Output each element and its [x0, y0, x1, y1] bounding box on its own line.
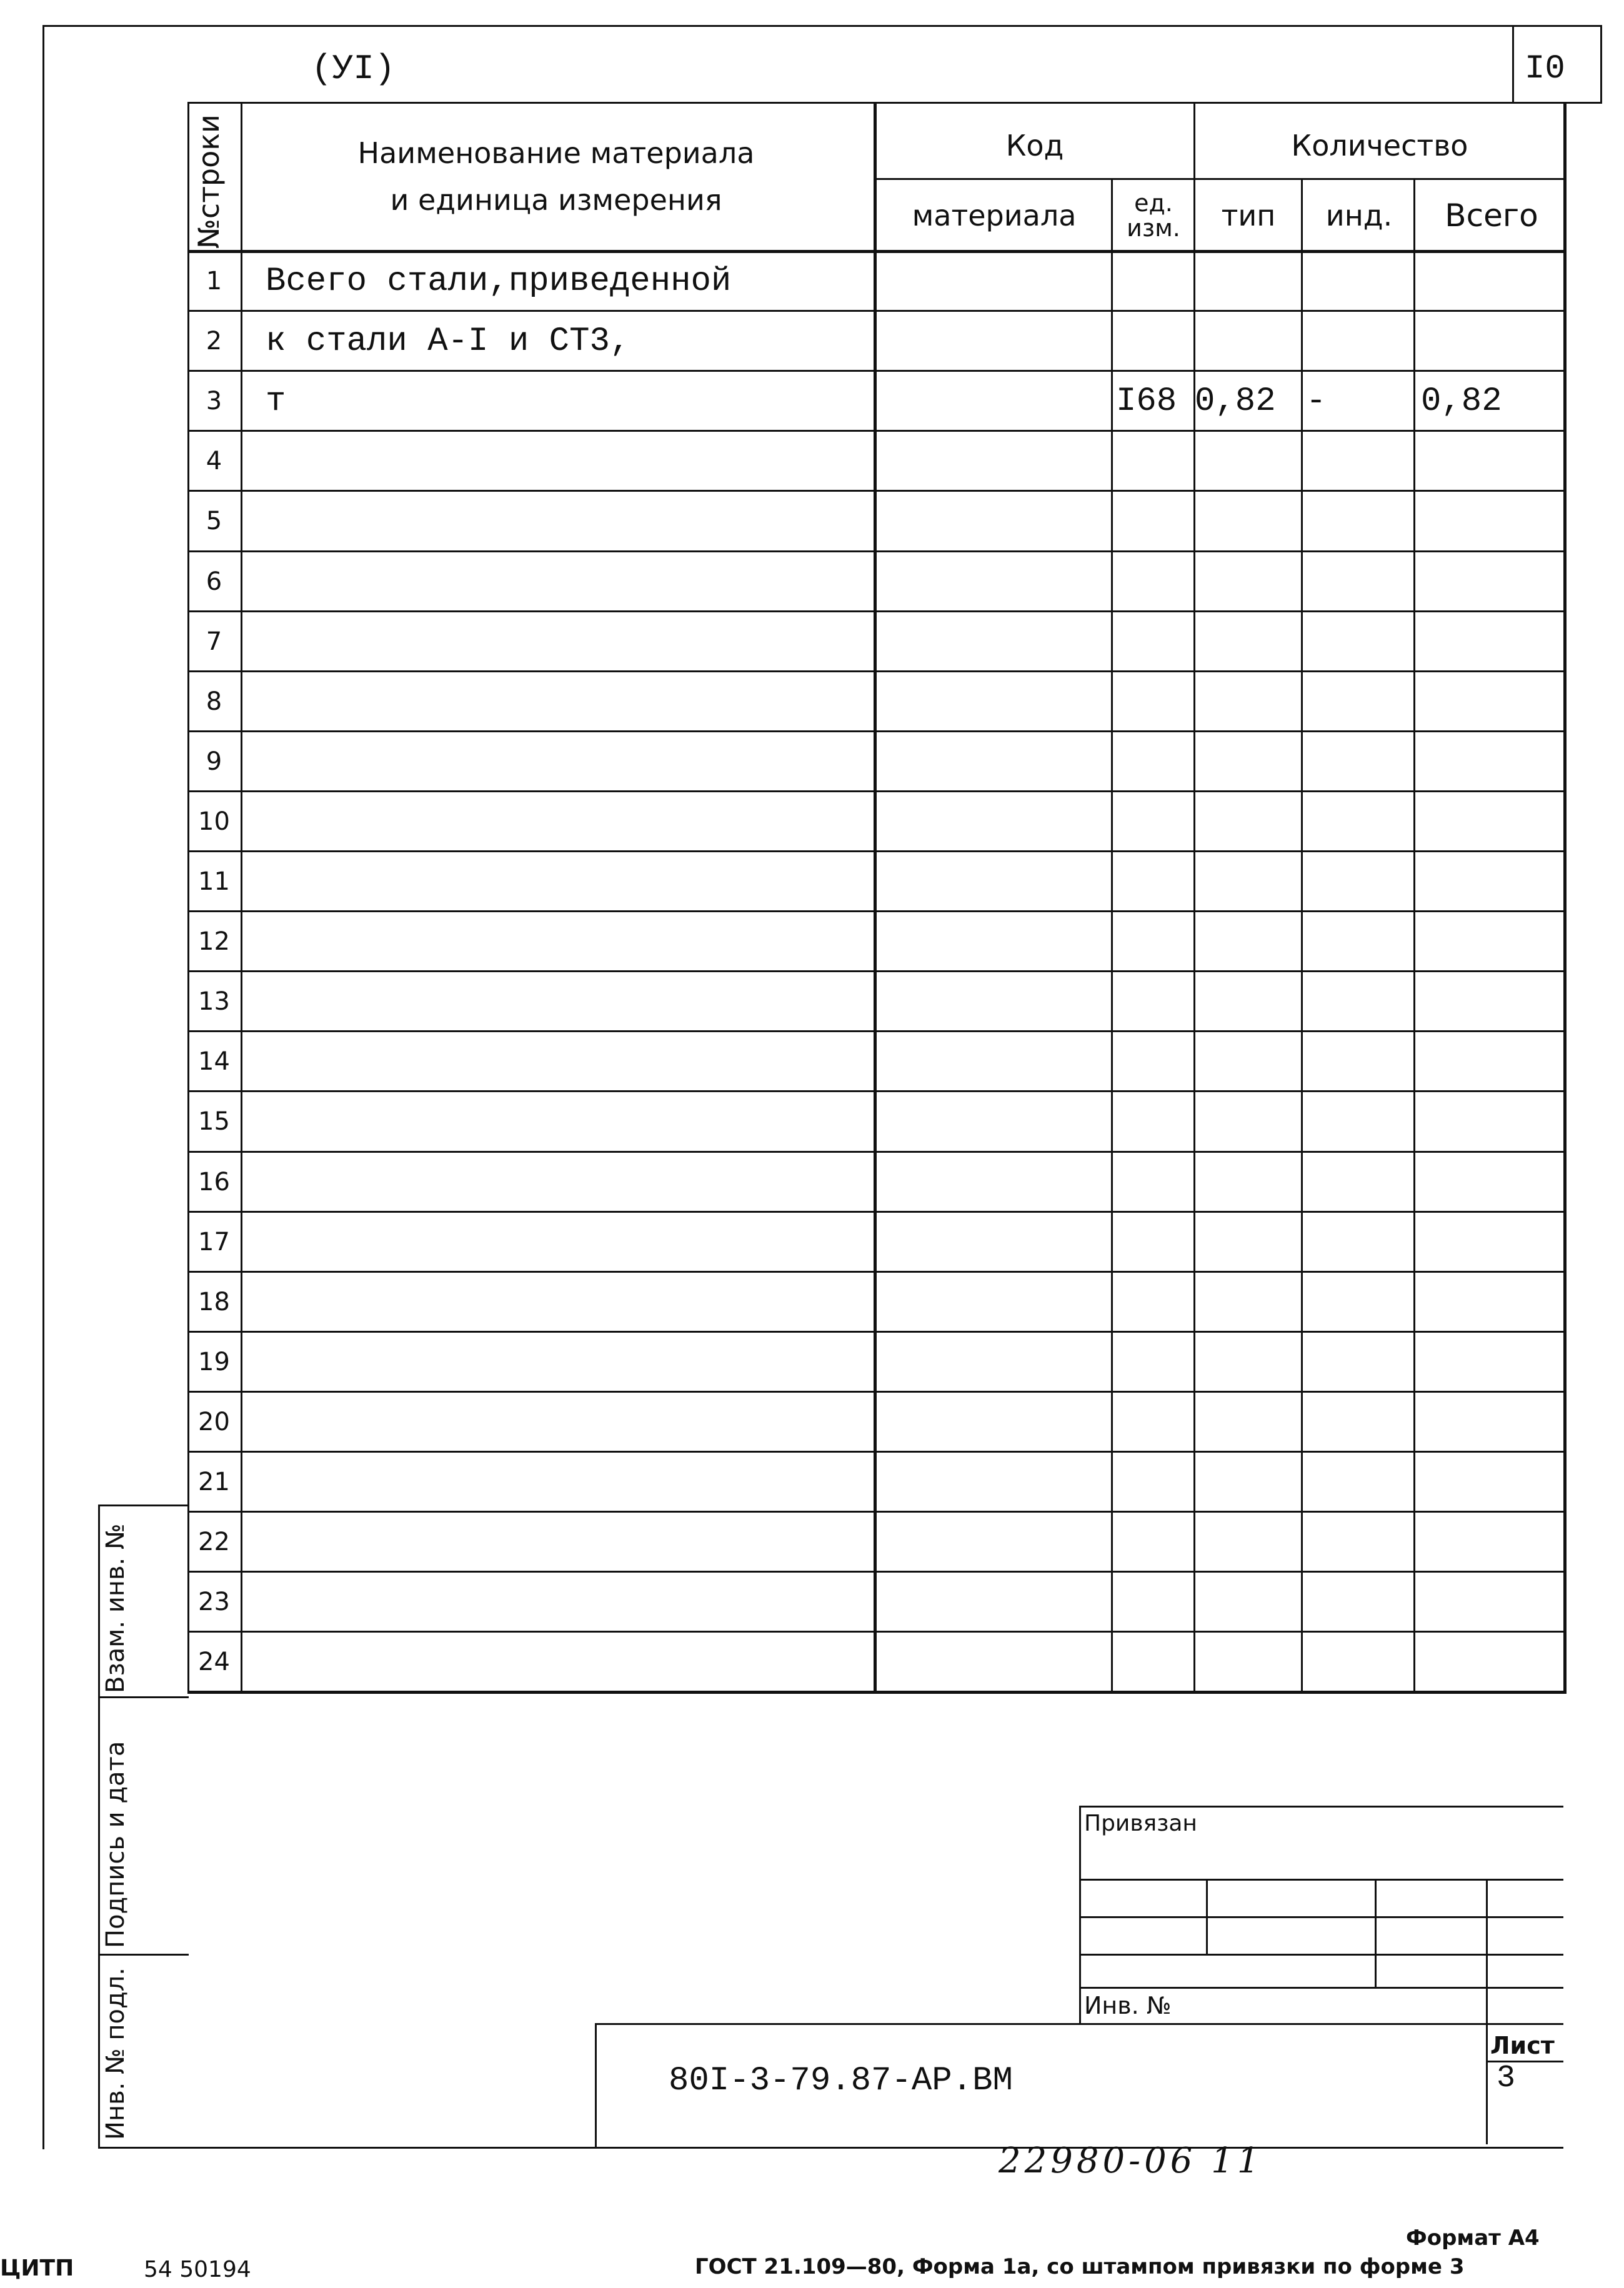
qty-total: [1421, 913, 1563, 970]
qty-total: [1421, 312, 1563, 370]
row-number: 21: [198, 1468, 230, 1497]
material-name: Всего стали,приведенной: [266, 262, 732, 301]
header-row-no: №строки: [192, 114, 226, 249]
qty-ind: [1306, 252, 1413, 310]
row-number: 15: [198, 1107, 230, 1137]
row-line: [187, 550, 1563, 552]
row-line: [187, 910, 1563, 912]
qty-ind: [1306, 1093, 1413, 1150]
qty-type: 0,82: [1195, 382, 1276, 420]
qty-total: [1421, 853, 1563, 910]
row-number: 24: [198, 1648, 230, 1677]
material-code: [880, 492, 1111, 550]
qty-total: [1421, 1333, 1563, 1391]
side-signature-date: Подпись и дата: [101, 1741, 130, 1948]
material-code: [880, 1273, 1111, 1331]
row-number: 10: [198, 807, 230, 836]
material-name: [266, 1453, 874, 1511]
qty-total: [1421, 553, 1563, 610]
unit-code: [1116, 1453, 1193, 1511]
qty-ind: [1306, 432, 1413, 490]
row-line: [187, 1090, 1563, 1092]
row-number: 6: [206, 567, 222, 596]
row-number: 7: [206, 627, 222, 656]
qty-total: [1421, 1153, 1563, 1211]
material-code: [880, 613, 1111, 670]
material-code: [880, 733, 1111, 790]
stamp-left: [1079, 1806, 1081, 2024]
qty-total: [1421, 432, 1563, 490]
stamp-inv-label: Инв. №: [1084, 1992, 1172, 2019]
qty-type: [1195, 432, 1301, 490]
row-line: [187, 850, 1563, 852]
page-number: I0: [1525, 50, 1565, 88]
material-code: [880, 973, 1111, 1030]
material-code: [880, 1453, 1111, 1511]
qty-total: [1421, 1273, 1563, 1331]
material-name: [266, 613, 874, 670]
row-line: [187, 1511, 1563, 1513]
material-name: [266, 1153, 874, 1211]
header-code-group: Код: [1005, 128, 1064, 162]
qty-ind: [1306, 613, 1413, 670]
row-number: 18: [198, 1287, 230, 1316]
material-name: [266, 853, 874, 910]
qty-type: [1195, 1573, 1301, 1631]
unit-code: [1116, 853, 1193, 910]
qty-total: [1421, 252, 1563, 310]
unit-code: [1116, 1153, 1193, 1211]
unit-code: [1116, 432, 1193, 490]
header-qty-total: Всего: [1445, 197, 1538, 234]
footer-format: Формат А4: [1406, 2226, 1540, 2251]
row-line: [187, 430, 1563, 432]
qty-type: [1195, 853, 1301, 910]
unit-code: [1116, 1393, 1193, 1451]
row-number: 13: [198, 987, 230, 1017]
frame-top-line: [42, 25, 1602, 27]
footer-org: ЦИТП: [0, 2256, 74, 2281]
material-code: [880, 1633, 1111, 1691]
material-name: [266, 492, 874, 550]
header-name-line2: и единица измерения: [390, 183, 722, 217]
unit-code: [1116, 1333, 1193, 1391]
qty-ind: [1306, 1273, 1413, 1331]
unit-code: [1116, 1273, 1193, 1331]
row-line: [187, 1030, 1563, 1032]
stamp-col3: [1486, 1879, 1488, 2144]
unit-code: I68: [1116, 382, 1177, 420]
material-name: к стали А-I и СТ3,: [266, 322, 630, 361]
col-line-ind: [1301, 178, 1303, 1691]
unit-code: [1116, 1633, 1193, 1691]
doc-code: 80I-3-79.87-АР.ВМ: [669, 2062, 1013, 2100]
qty-type: [1195, 1213, 1301, 1271]
header-code-unit: ед. изм.: [1127, 189, 1180, 242]
qty-ind: [1306, 1333, 1413, 1391]
qty-total: [1421, 1633, 1563, 1691]
footer-gost: ГОСТ 21.109—80, Форма 1а, со штампом привязки по форме 3: [695, 2254, 1465, 2279]
qty-ind: [1306, 1153, 1413, 1211]
row-line: [187, 1391, 1563, 1393]
title-block-left: [595, 2023, 597, 2148]
material-name: т: [266, 382, 286, 420]
qty-ind: [1306, 793, 1413, 850]
qty-ind: [1306, 733, 1413, 790]
section-label: (УI): [311, 49, 396, 89]
table-top-border: [187, 102, 1567, 104]
qty-ind: [1306, 1393, 1413, 1451]
side-strip-sep1: [98, 1696, 189, 1698]
material-name: [266, 733, 874, 790]
row-line: [187, 1331, 1563, 1333]
qty-ind: [1306, 853, 1413, 910]
material-code: [880, 372, 1111, 430]
row-number: 8: [206, 687, 222, 716]
row-line: [187, 490, 1563, 492]
material-name: [266, 673, 874, 730]
unit-code: [1116, 312, 1193, 370]
material-name: [266, 913, 874, 970]
material-code: [880, 432, 1111, 490]
row-line: [187, 310, 1563, 312]
qty-total: [1421, 1453, 1563, 1511]
header-mid-line: [874, 178, 1563, 180]
qty-ind: [1306, 553, 1413, 610]
qty-type: [1195, 1093, 1301, 1150]
unit-code: [1116, 673, 1193, 730]
table-bottom-border: [187, 1691, 1567, 1694]
qty-ind: [1306, 973, 1413, 1030]
side-strip-top: [98, 1505, 189, 1506]
material-code: [880, 1093, 1111, 1150]
page-box-left: [1512, 25, 1514, 103]
qty-total: [1421, 492, 1563, 550]
qty-type: [1195, 1393, 1301, 1451]
qty-total: [1421, 1033, 1563, 1090]
qty-ind: [1306, 312, 1413, 370]
unit-code: [1116, 913, 1193, 970]
unit-code: [1116, 1093, 1193, 1150]
row-line: [187, 730, 1563, 732]
row-number: 22: [198, 1528, 230, 1557]
row-line: [187, 1151, 1563, 1153]
qty-type: [1195, 1333, 1301, 1391]
row-number: 5: [206, 507, 222, 536]
qty-ind: [1306, 1453, 1413, 1511]
side-strip-left: [98, 1505, 100, 2148]
row-number: 12: [198, 927, 230, 957]
qty-type: [1195, 973, 1301, 1030]
side-strip-bottom: [98, 2147, 189, 2149]
material-name: [266, 432, 874, 490]
material-name: [266, 1573, 874, 1631]
qty-type: [1195, 793, 1301, 850]
qty-ind: [1306, 673, 1413, 730]
frame-bottom-line: [187, 2147, 1563, 2149]
material-code: [880, 1333, 1111, 1391]
material-code: [880, 1153, 1111, 1211]
header-qty-type: тип: [1221, 199, 1276, 232]
stamp-line2: [1079, 1916, 1563, 1918]
footer-order: 54 50194: [144, 2257, 251, 2282]
row-number: 20: [198, 1407, 230, 1436]
material-code: [880, 673, 1111, 730]
handwritten-number: 22980-06 11: [999, 2141, 1263, 2181]
material-code: [880, 1513, 1111, 1571]
qty-total: [1421, 793, 1563, 850]
sheet-number: 3: [1497, 2061, 1516, 2096]
header-code-material: материала: [912, 199, 1077, 232]
qty-ind: [1306, 1513, 1413, 1571]
qty-type: [1195, 1513, 1301, 1571]
material-name: [266, 1033, 874, 1090]
qty-ind: [1306, 913, 1413, 970]
stamp-bound-label: Привязан: [1084, 1811, 1197, 1836]
qty-ind: -: [1306, 382, 1327, 420]
qty-ind: [1306, 1213, 1413, 1271]
row-number: 16: [198, 1167, 230, 1196]
qty-total: [1421, 613, 1563, 670]
row-line: [187, 1631, 1563, 1633]
side-interchange-inv: Взам. инв. №: [101, 1523, 130, 1693]
unit-code: [1116, 793, 1193, 850]
row-number: 1: [206, 267, 222, 296]
qty-total: [1421, 1213, 1563, 1271]
qty-ind: [1306, 1633, 1413, 1691]
material-name: [266, 553, 874, 610]
qty-total: [1421, 1573, 1563, 1631]
row-line: [187, 1451, 1563, 1453]
header-qty-ind: инд.: [1325, 199, 1393, 232]
row-number: 2: [206, 327, 222, 356]
side-inv-original: Инв. № подл.: [101, 1967, 130, 2140]
unit-code: [1116, 1033, 1193, 1090]
qty-total: [1421, 1393, 1563, 1451]
row-number: 23: [198, 1588, 230, 1617]
qty-type: [1195, 1633, 1301, 1691]
material-name: [266, 1333, 874, 1391]
material-code: [880, 853, 1111, 910]
unit-code: [1116, 973, 1193, 1030]
qty-ind: [1306, 492, 1413, 550]
material-code: [880, 1213, 1111, 1271]
material-name: [266, 1273, 874, 1331]
qty-type: [1195, 1453, 1301, 1511]
qty-type: [1195, 1153, 1301, 1211]
stamp-top: [1079, 1806, 1563, 1808]
qty-total: [1421, 973, 1563, 1030]
row-line: [187, 790, 1563, 792]
material-code: [880, 793, 1111, 850]
col-line-total: [1413, 178, 1415, 1691]
row-line: [187, 970, 1563, 972]
stamp-col2: [1375, 1879, 1377, 1988]
row-line: [187, 1211, 1563, 1213]
material-name: [266, 973, 874, 1030]
qty-total: [1421, 1093, 1563, 1150]
qty-type: [1195, 673, 1301, 730]
material-code: [880, 1393, 1111, 1451]
unit-code: [1116, 733, 1193, 790]
row-line: [187, 370, 1563, 372]
qty-type: [1195, 252, 1301, 310]
stamp-line1: [1079, 1879, 1563, 1881]
frame-left-line: [42, 25, 44, 2149]
material-code: [880, 312, 1111, 370]
material-name: [266, 1093, 874, 1150]
side-strip-sep2: [98, 1954, 189, 1956]
row-line: [187, 610, 1563, 612]
unit-code: [1116, 1513, 1193, 1571]
qty-type: [1195, 613, 1301, 670]
qty-type: [1195, 312, 1301, 370]
material-name: [266, 793, 874, 850]
frame-right-line: [1600, 25, 1602, 103]
material-code: [880, 913, 1111, 970]
qty-ind: [1306, 1573, 1413, 1631]
unit-code: [1116, 613, 1193, 670]
qty-type: [1195, 733, 1301, 790]
row-number: 14: [198, 1047, 230, 1077]
row-line: [187, 1271, 1563, 1273]
unit-code: [1116, 553, 1193, 610]
row-number: 3: [206, 387, 222, 416]
row-line: [187, 670, 1563, 672]
row-number: 19: [198, 1347, 230, 1376]
row-line: [187, 1571, 1563, 1573]
title-block-top: [595, 2023, 1563, 2025]
qty-type: [1195, 913, 1301, 970]
table-right-border: [1563, 102, 1567, 1693]
sheet-label: Лист: [1490, 2032, 1555, 2059]
qty-total: [1421, 733, 1563, 790]
row-number: 9: [206, 747, 222, 776]
unit-code: [1116, 1573, 1193, 1631]
row-number: 4: [206, 447, 222, 476]
material-code: [880, 1033, 1111, 1090]
unit-code: [1116, 492, 1193, 550]
header-name-line1: Наименование материала: [357, 136, 755, 170]
stamp-line3: [1079, 1954, 1563, 1956]
qty-total: [1421, 1513, 1563, 1571]
qty-type: [1195, 1273, 1301, 1331]
unit-code: [1116, 1213, 1193, 1271]
qty-total: 0,82: [1421, 382, 1502, 420]
material-name: [266, 1513, 874, 1571]
qty-type: [1195, 1033, 1301, 1090]
unit-code: [1116, 252, 1193, 310]
qty-total: [1421, 673, 1563, 730]
col-line-unit: [1111, 178, 1113, 1691]
material-code: [880, 1573, 1111, 1631]
qty-type: [1195, 553, 1301, 610]
qty-type: [1195, 492, 1301, 550]
material-name: [266, 1393, 874, 1451]
row-number: 17: [198, 1227, 230, 1256]
header-qty-group: Количество: [1291, 128, 1468, 162]
material-code: [880, 252, 1111, 310]
stamp-col1: [1206, 1879, 1208, 1954]
row-number: 11: [198, 867, 230, 897]
material-name: [266, 1633, 874, 1691]
stamp-line4: [1079, 1987, 1563, 1989]
material-code: [880, 553, 1111, 610]
material-name: [266, 1213, 874, 1271]
qty-ind: [1306, 1033, 1413, 1090]
